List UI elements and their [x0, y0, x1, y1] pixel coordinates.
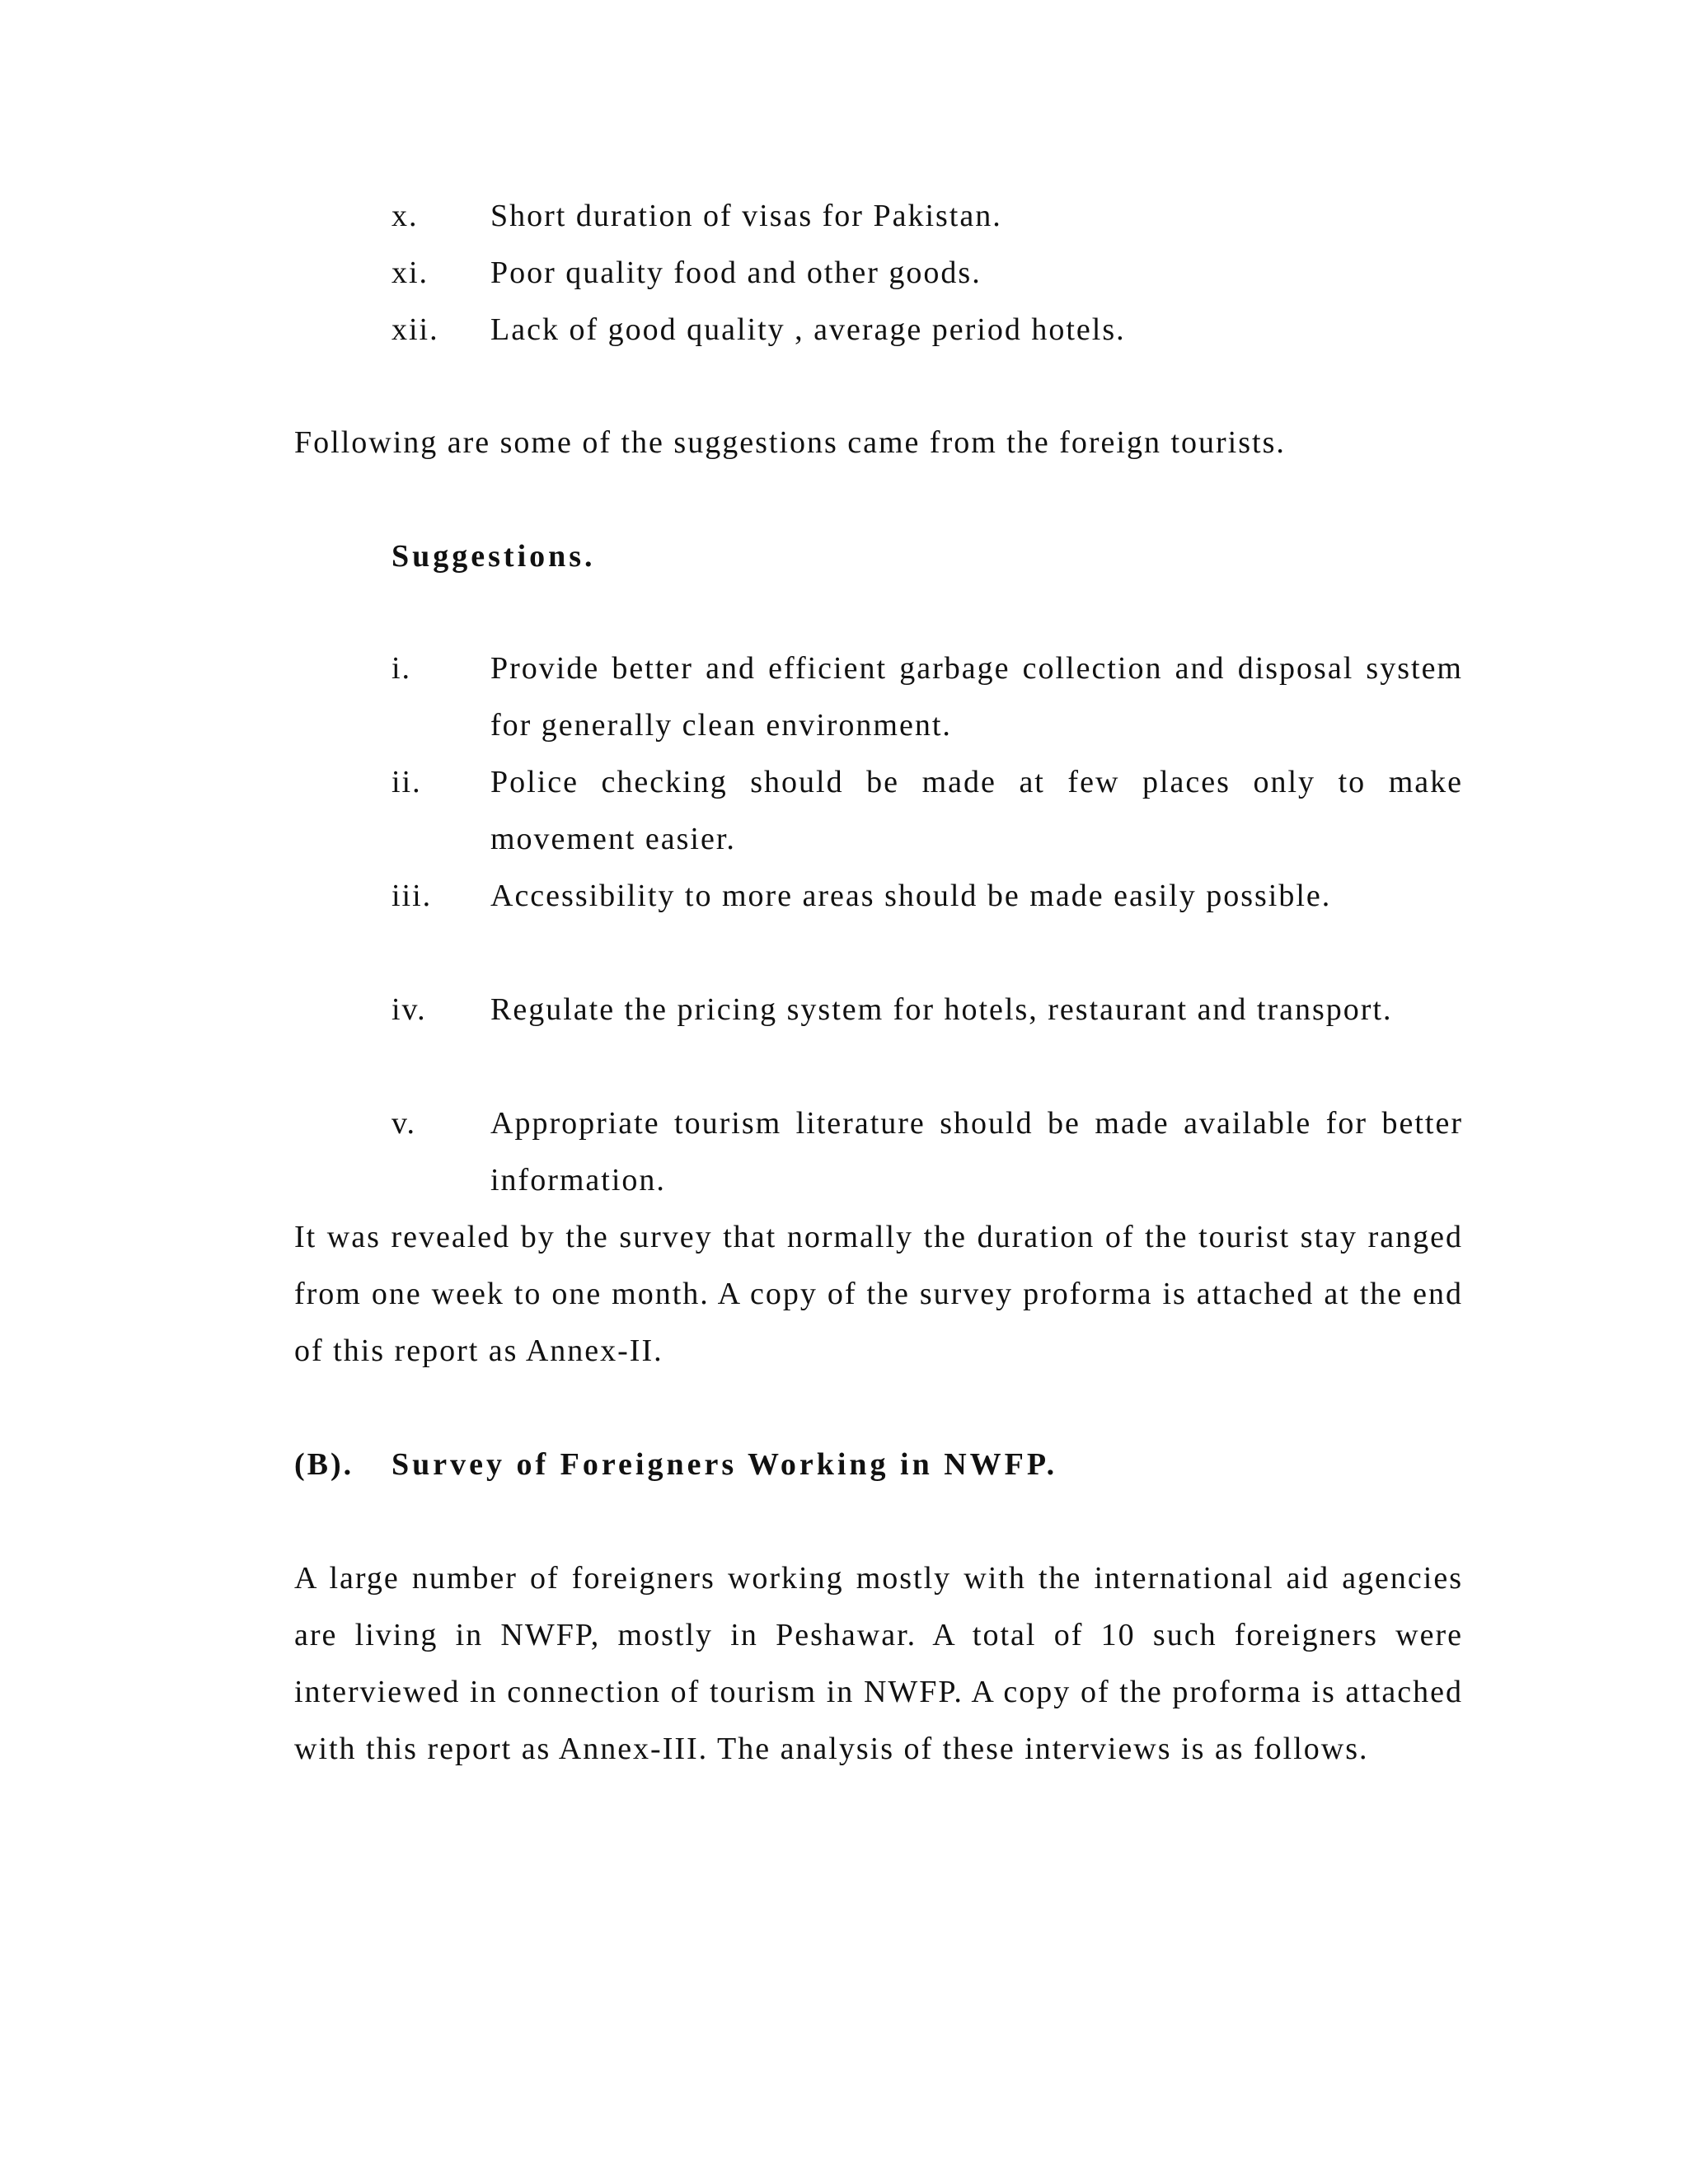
survey-paragraph: It was revealed by the survey that normally the duration of the tourist stay ranged from one week to one month. A copy of the survey proforma is attached at the end of this report as Annex-II. [294, 1220, 1463, 1368]
list-item [0, 302, 1688, 359]
suggestion-text: Appropriate tourism literature should be made available for better information. [490, 1106, 1463, 1197]
list-marker: xii. [392, 312, 439, 347]
list-marker: x. [392, 199, 419, 233]
list-item [0, 188, 1688, 245]
suggestion-item [0, 640, 1688, 754]
suggestions-heading: Suggestions. [392, 539, 596, 574]
list-item-text: Short duration of visas for Pakistan. [490, 199, 1002, 233]
section-b-paragraph: A large number of foreigners working mostly with the international aid agencies are living in NWFP, mostly in Peshawar. A total of 10 such foreigners were interviewed in connection of tourism in NWFP. A copy of the proforma is attached with this report as Annex-III. The analysis of these interviews is as follows. [294, 1561, 1463, 1766]
list-marker: i. [392, 651, 412, 686]
suggestions-list [0, 640, 1688, 1209]
list-marker: iv. [392, 992, 427, 1027]
list-item-text: Poor quality food and other goods. [490, 255, 982, 290]
suggestion-text: Accessibility to more areas should be made easily possible. [490, 879, 1332, 913]
suggestion-text: Police checking should be made at few places only to make movement easier. [490, 765, 1463, 856]
suggestion-text: Regulate the pricing system for hotels, restaurant and transport. [490, 992, 1393, 1027]
section-label: (B). [294, 1447, 354, 1482]
suggestion-text: Provide better and efficient garbage collection and disposal system for generally clean environment. [490, 651, 1463, 743]
suggestion-item [0, 754, 1688, 868]
list-marker: v. [392, 1106, 417, 1141]
intro-text: Following are some of the suggestions came from the foreign tourists. [294, 425, 1286, 460]
suggestion-item [0, 868, 1688, 982]
list-marker: iii. [392, 879, 433, 913]
constraints-list [0, 188, 1688, 359]
list-item [0, 245, 1688, 302]
suggestion-item [0, 1095, 1688, 1209]
list-marker: xi. [392, 255, 429, 290]
list-item-text: Lack of good quality , average period hotels. [490, 312, 1126, 347]
suggestion-item [0, 982, 1688, 1095]
list-marker: ii. [392, 765, 422, 799]
section-title: Survey of Foreigners Working in NWFP. [392, 1447, 1058, 1482]
